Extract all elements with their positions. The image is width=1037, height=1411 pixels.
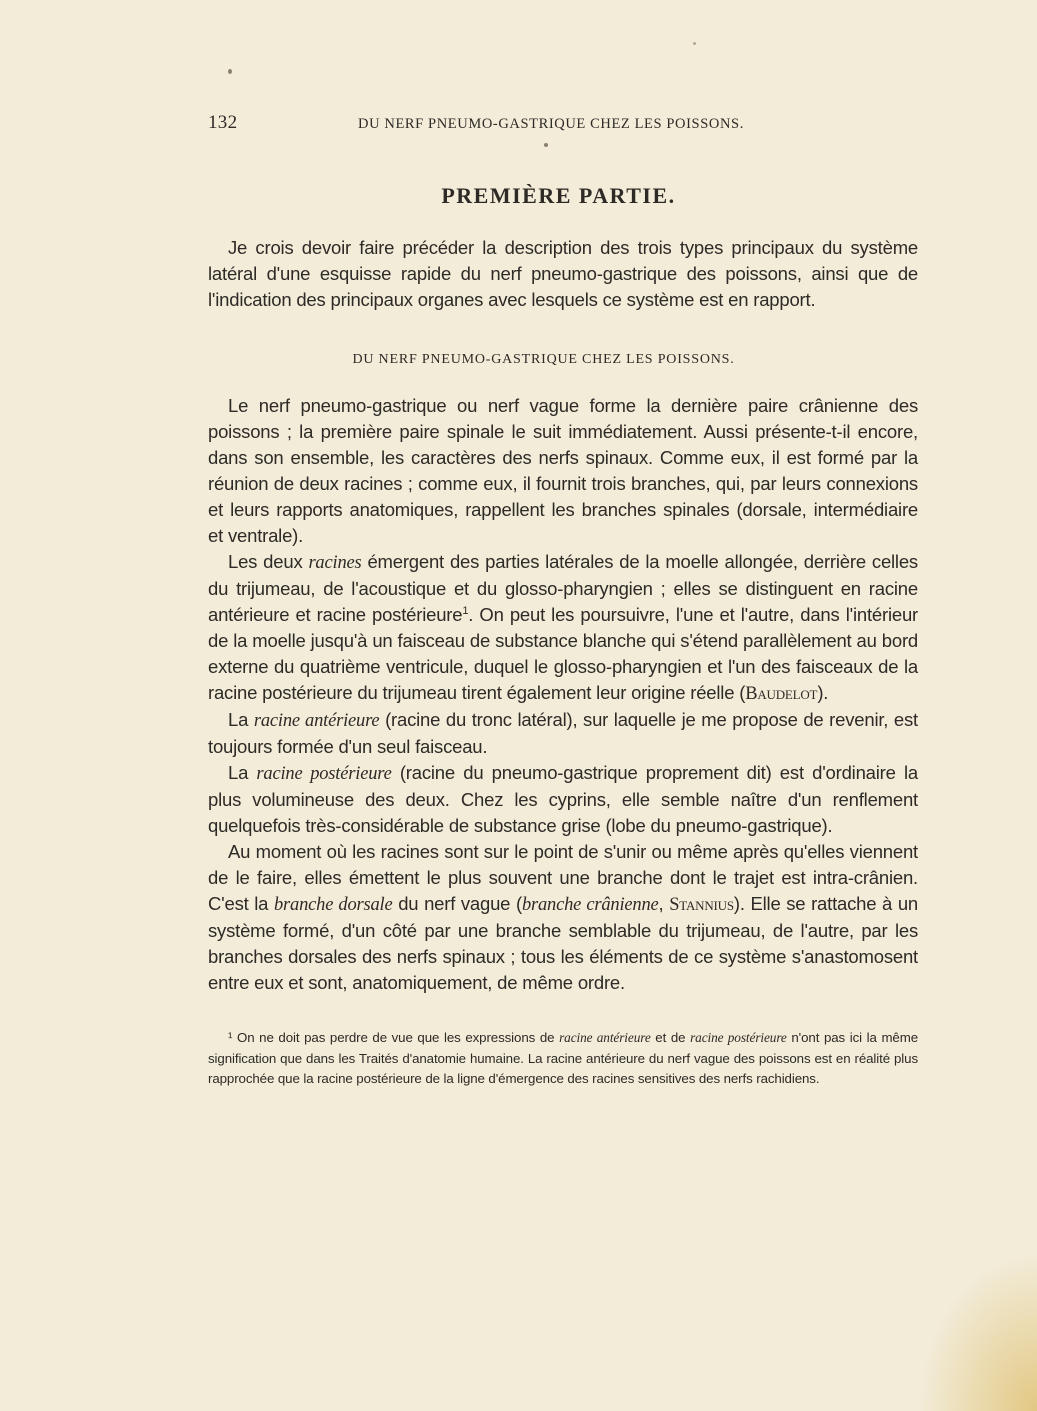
running-title: DU NERF PNEUMO-GASTRIQUE CHEZ LES POISSONS. — [358, 116, 744, 132]
italic-term: racine antérieure — [253, 711, 380, 731]
text-run: La — [228, 709, 254, 730]
text-run: ). — [817, 682, 829, 703]
text-run: Les deux — [228, 551, 309, 572]
paragraph-2 — [208, 549, 918, 707]
text-run: du nerf vague ( — [392, 893, 522, 914]
italic-term: branche dorsale — [273, 895, 393, 915]
intro-paragraph-block — [208, 235, 918, 313]
paper-speck — [544, 143, 548, 147]
italic-term: branche crânienne — [521, 895, 659, 915]
text-run: On ne doit pas perdre de vue que les expressions de — [232, 1030, 560, 1045]
running-head — [208, 112, 768, 138]
footnote-reference: 1 — [462, 604, 469, 617]
paper-speck — [693, 42, 696, 45]
footnote — [208, 1028, 918, 1090]
text-run: n'ont pas ici la même signification que dans les Traités d'anatomie humaine. La racine antérieure du nerf vague des poissons est en réalité plus rapprochée que la racine postérieure de la ligne d'émergence des racines sensitives des nerfs rachidiens. — [208, 1030, 918, 1086]
text-run: et de — [650, 1030, 691, 1045]
page-number: 132 — [208, 112, 238, 133]
part-title: PREMIÈRE PARTIE. — [441, 183, 676, 208]
author-citation: Baudelot — [745, 684, 818, 704]
text-run: Au moment où les racines sont sur le point de s'unir ou même après qu'elles viennent de le faire, elles émettent le plus souvent une branche dont le trajet est intra-crânien. C'est la — [208, 841, 918, 914]
italic-term: racine postérieure — [256, 764, 392, 784]
italic-term: racine antérieure — [559, 1030, 651, 1045]
text-run: émergent des parties latérales de la moelle allongée, derrière celles du trijumeau, de l'acoustique et du glosso-pharyngien ; elles se distinguent en racine antérieure et racine postérieure — [208, 551, 918, 625]
section-heading: DU NERF PNEUMO-GASTRIQUE CHEZ LES POISSONS. — [352, 352, 735, 367]
italic-term: racine postérieure — [690, 1030, 787, 1045]
text-run: La — [228, 762, 257, 783]
author-citation: Stannius — [669, 895, 734, 915]
text-run: (racine du tronc latéral), sur laquelle je me propose de revenir, est toujours formée d'un seul faisceau. — [208, 709, 918, 757]
footnote-marker: ¹ — [228, 1030, 233, 1045]
text-run: , — [658, 893, 670, 914]
text-run: . On peut les poursuivre, l'une et l'autre, dans l'intérieur de la moelle jusqu'à un faisceau de substance blanche qui s'étend parallèlement au bord externe du quatrième ventricule, duquel le glosso-pharyngien et l'un des faisceaux de la racine postérieure du trijumeau tirent également leur origine réelle ( — [208, 604, 918, 703]
body-text — [208, 393, 918, 996]
paragraph-3 — [208, 707, 918, 760]
paragraph-1: Le nerf pneumo-gastrique ou nerf vague forme la dernière paire crânienne des poissons ; la première paire spinale le suit immédiatement. Aussi présente-t-il encore, dans son ensemble, les caractères des nerfs spinaux. Comme eux, il est formé par la réunion de deux racines ; comme eux, il fournit trois branches, qui, par leurs connexions et leurs rapports anatomiques, rappellent les branches spinales (dorsale, intermédiaire et ventrale). — [208, 395, 918, 546]
paper-speck — [228, 69, 232, 74]
footnote-text — [208, 1028, 918, 1090]
intro-paragraph: Je crois devoir faire précéder la description des trois types principaux du système latéral d'une esquisse rapide du nerf pneumo-gastrique des poissons, ainsi que de l'indication des principaux organes avec lesquels ce système est en rapport. — [208, 237, 918, 310]
text-run: (racine du pneumo-gastrique proprement dit) est d'ordinaire la plus volumineuse des deux. Chez les cyprins, elle semble naître d'un renflement quelquefois très-considérable de substance grise (lobe du pneumo-gastrique). — [208, 762, 918, 836]
paragraph-4 — [208, 760, 918, 839]
text-run: ). Elle se rattache à un système formé, d'un côté par une branche semblable du trijumeau, de l'autre, par les branches dorsales des nerfs spinaux ; tous les éléments de ce système s'anastomosent entre eux et sont, anatomiquement, de même ordre. — [208, 893, 919, 993]
paper-stain — [917, 1251, 1037, 1411]
paragraph-5 — [208, 839, 918, 996]
italic-term: racines — [308, 553, 362, 573]
